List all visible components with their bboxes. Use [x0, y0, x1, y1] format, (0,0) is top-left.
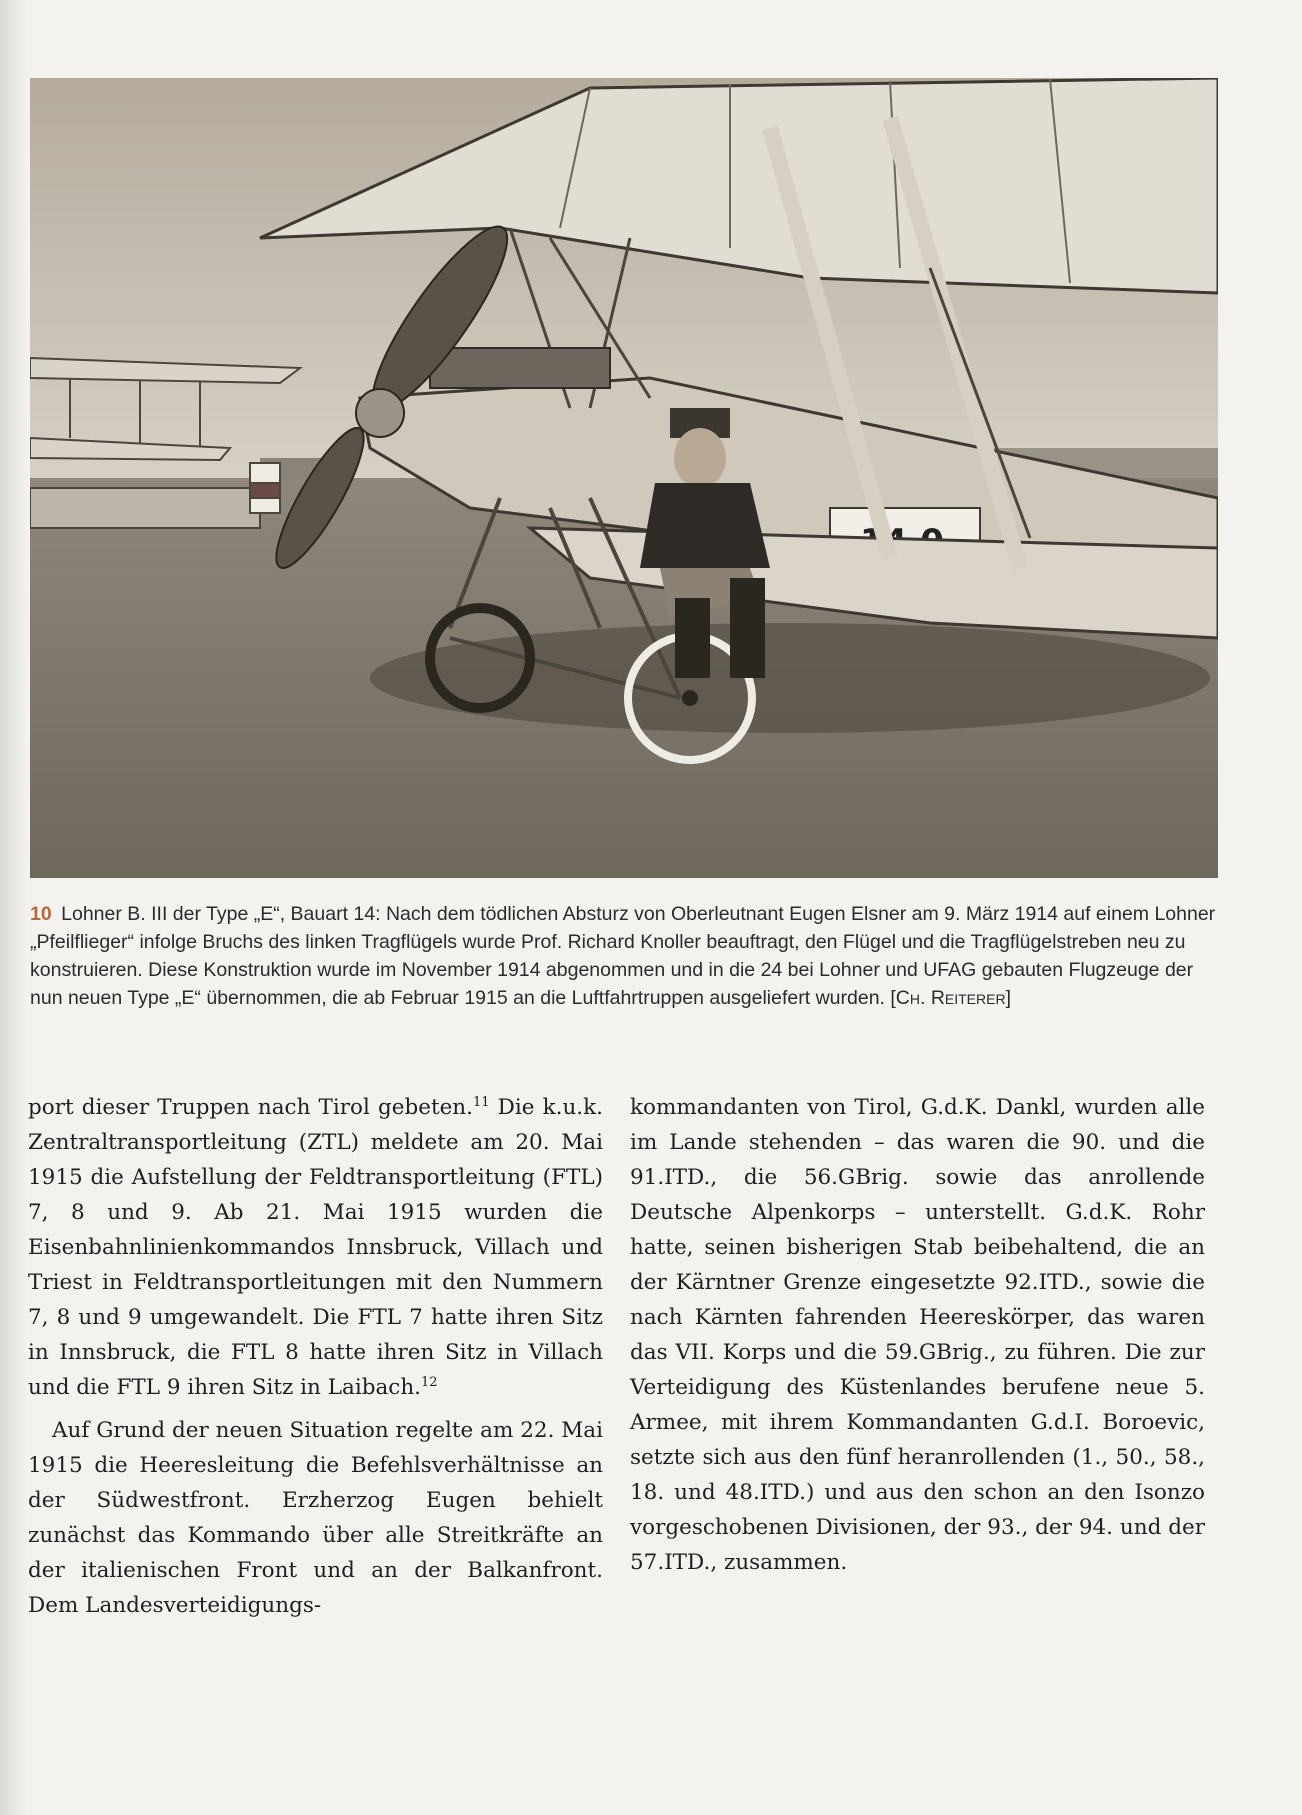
figure-caption-text: Lohner B. III der Type „E“, Bauart 14: Nach dem tödlichen Absturz von Oberleutnant Eugen Elsner am 9. März 1914 auf einem Lohner „Pfeilflieger“ infolge Bruchs des linken Tragflügels wurde Prof. Richard Knoller beauftragt, den Flügel und die Tragflügelstreben neu zu konstruieren. Diese Konstruktion wurde im November 1914 abgenommen und in die 24 bei Lohner und UFAG gebauten Flugzeuge der nun neuen Type „E“ übernommen, die ab Februar 1915 an die Luftfahrtruppen ausgeliefert wurden. — [30, 903, 1216, 1009]
aircraft-shadow — [370, 623, 1210, 733]
footnote-ref: 11 — [473, 1094, 490, 1110]
figure-credit: [Ch. Reiterer] — [890, 987, 1011, 1009]
paragraph: kommandanten von Tirol, G.d.K. Dankl, wurden alle im Lande stehenden – das waren die 90. und die 91.ITD., die 56.GBrig. sowie das anrollende Deutsche Alpenkorps – unterstellt. G.d.K. Rohr hatte, seinen bisherigen Stab beibehaltend, die an der Kärntner Grenze eingesetzte 92.ITD., sowie die nach Kärnten fahrenden Heereskörper, das waren das VII. Korps und die 59.GBrig., zu führen. Die zur Verteidigung des Küstenlandes berufene neue 5. Armee, mit ihrem Kommandanten G.d.I. Boroevic, setzte sich aus den fünf heranrollenden (1., 50., 58., 18. und 48.ITD.) und aus den schon an den Isonzo vorgeschobenen Divisionen, der 93., der 94. und der 57.ITD., zusammen. — [630, 1095, 1205, 1575]
paragraph: Auf Grund der neuen Situation regelte am 22. Mai 1915 die Heeresleitung die Befehlsverhältnisse an der Südwestfront. Erzherzog Eugen behielt zunächst das Kommando über alle Streitkräfte an der italienischen Front und an der Balkanfront. Dem Landesverteidigungs- — [28, 1418, 603, 1618]
paragraph-text: Die k.u.k. Zentraltransportleitung (ZTL) meldete am 20. Mai 1915 die Aufstellung der Feldtransportleitung (FTL) 7, 8 und 9. Ab 21. Mai 1915 wurden die Eisenbahnlinienkommandos Innsbruck, Villach und Triest in Feldtransportleitungen mit den Nummern 7, 8 und 9 umgewandelt. Die FTL 7 hatte ihren Sitz in Innsbruck, die FTL 8 hatte ihren Sitz in Villach und die FTL 9 ihren Sitz in Laibach. — [28, 1095, 603, 1400]
page-gutter-shadow — [0, 0, 28, 1815]
body-column-right — [630, 1090, 1205, 1580]
body-column-left — [28, 1090, 603, 1623]
engine — [430, 348, 610, 388]
paragraph-text: port dieser Truppen nach Tirol gebeten. — [28, 1095, 473, 1120]
figure-caption — [30, 900, 1220, 1012]
paragraph — [28, 1090, 603, 1405]
footnote-ref: 12 — [421, 1374, 438, 1390]
biplane-illustration — [30, 78, 1218, 878]
historical-photo-lohner-biplane — [30, 78, 1218, 878]
figure-number: 10 — [30, 903, 52, 925]
